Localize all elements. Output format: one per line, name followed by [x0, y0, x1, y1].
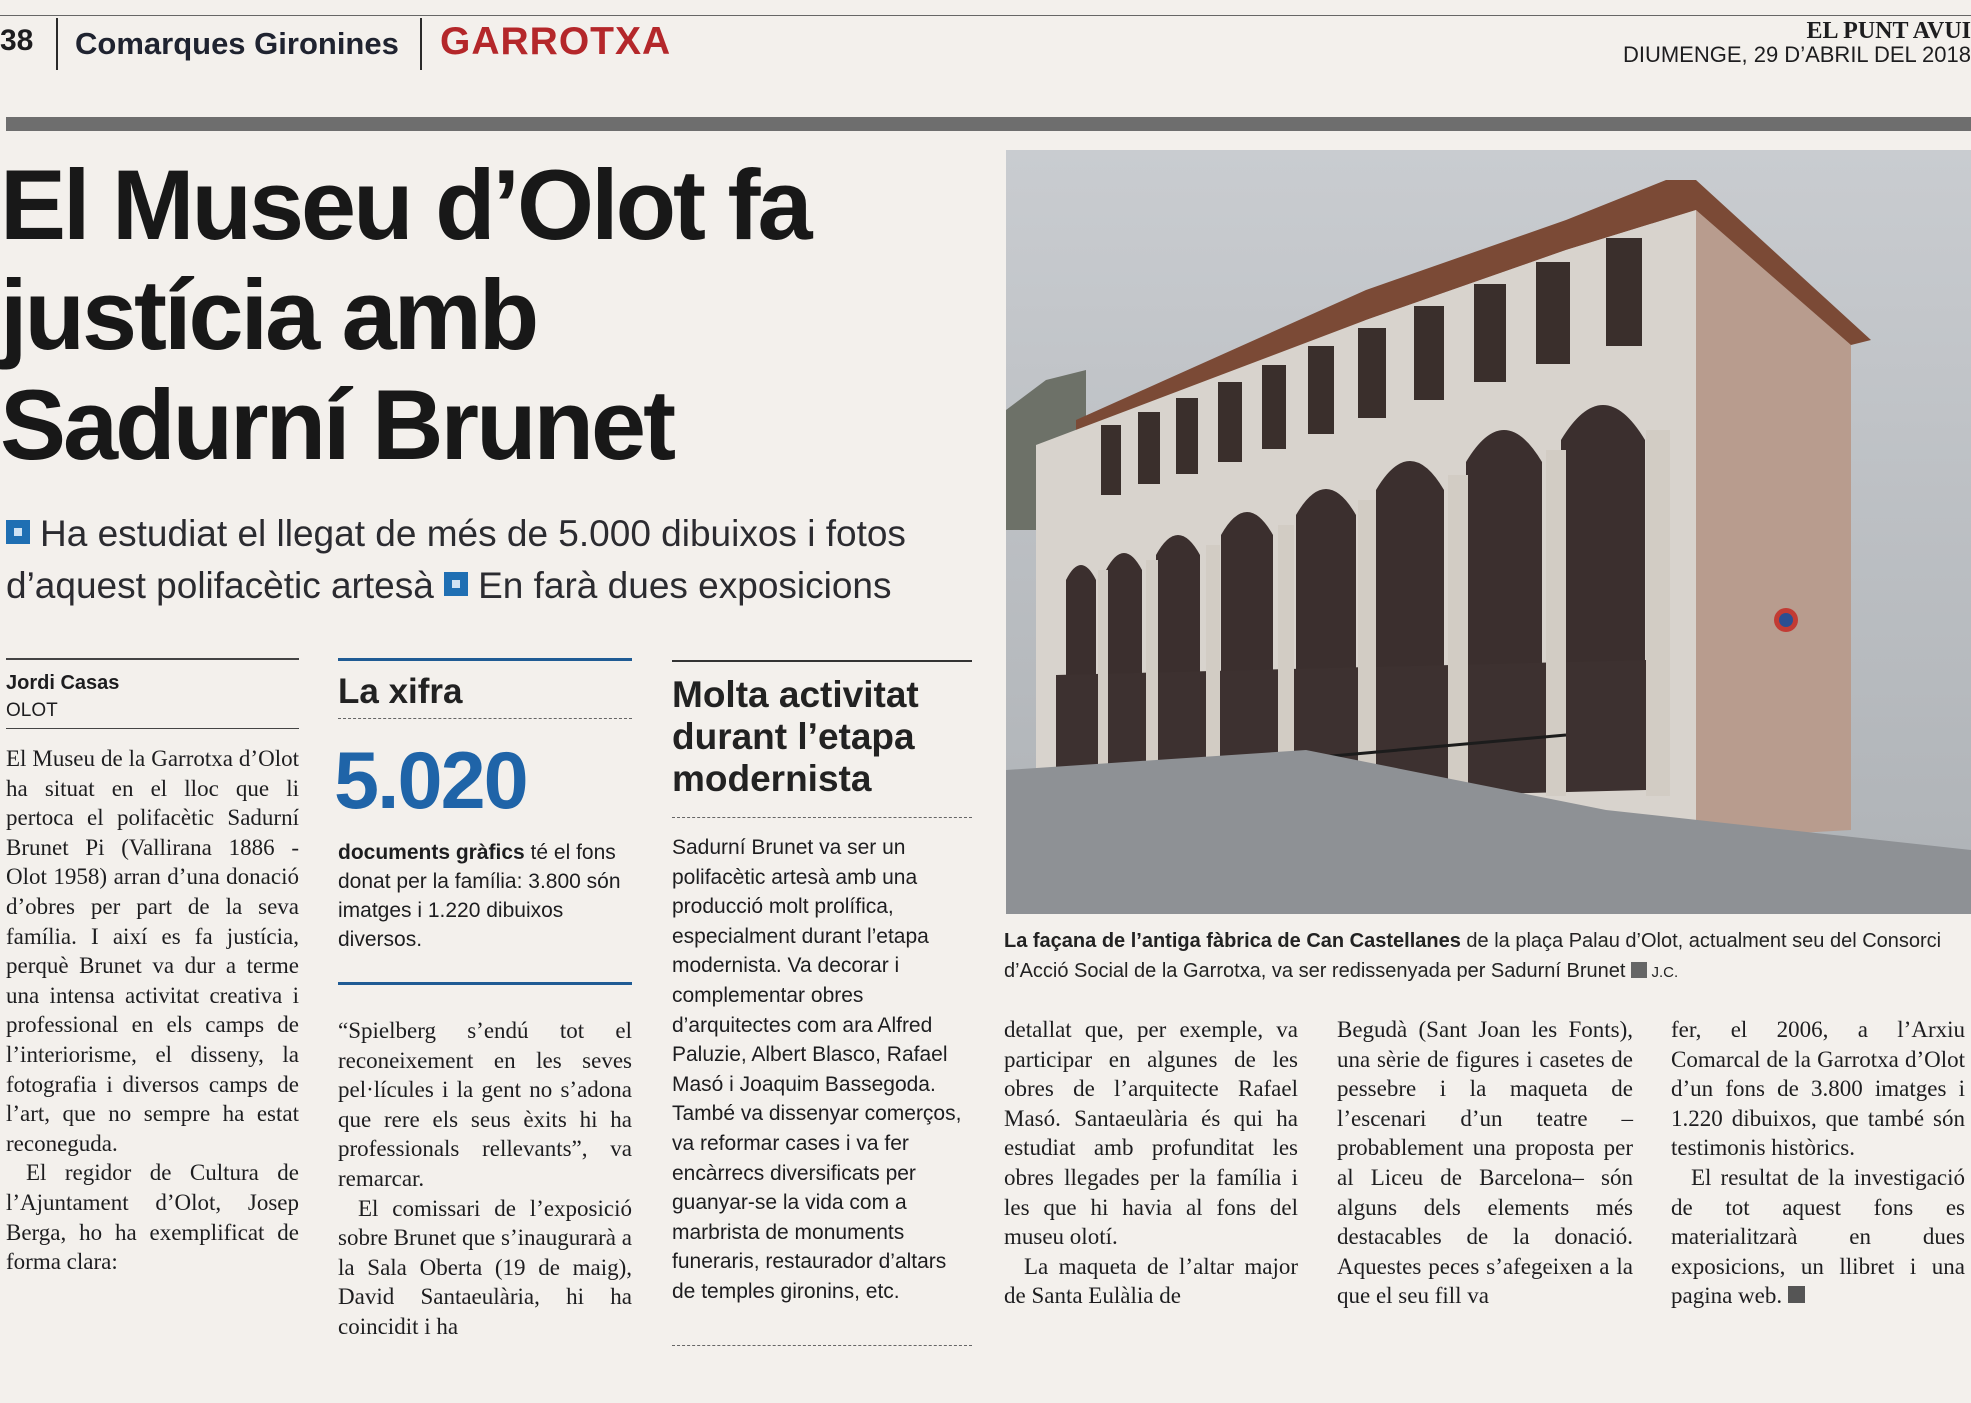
subhead-point: Ha estudiat el llegat de més de 5.000 dibuixos i fotos d’aquest polifacètic artesà	[6, 513, 906, 606]
figure-text	[338, 838, 638, 954]
publication-name: EL PUNT AVUI	[1806, 18, 1971, 44]
headline-line: El Museu d’Olot fa	[0, 149, 810, 260]
figure-rest-text: té el fons donat per la família: 3.800 són imatges i 1.220 dibuixos diversos.	[338, 841, 621, 951]
headline-line: justícia amb	[0, 259, 537, 370]
dashed-divider	[338, 718, 632, 719]
paragraph: detallat que, per exemple, va participar en algunes de les obres de l’arquitecte Rafael Masó. Santaeulària és qui ha estudiat amb profunditat les obres llegades per la família i les que hi havia al fons del museu olotí.	[1004, 1017, 1298, 1250]
caption-lead: La façana de l’antiga fàbrica de Can Castellanes	[1004, 930, 1461, 952]
publication-date: DIUMENGE, 29 D’ABRIL DEL 2018	[1622, 42, 1971, 67]
region-name: GARROTXA	[440, 20, 672, 63]
header-bar	[6, 117, 1971, 131]
section-name: Comarques Gironines	[75, 26, 399, 61]
paragraph	[1671, 1163, 1965, 1311]
sidebar-body: Sadurní Brunet va ser un polifacètic artesà amb una producció molt prolífica, especialment durant l’etapa modernista. Va decorar i complementar obres d’arquitectes com ara Alfred Paluzie, Albert Blasco, Rafael Masó i Joaquim Bassegoda. També va dissenyar comerços, va reformar cases i va fer encàrrecs diversificats per guanyar-se la vida com a marbrista de monuments funeraris, restaurador d’altars de temples gironins, etc.	[672, 836, 962, 1303]
article-column-2	[338, 1016, 632, 1342]
article-column-4	[1004, 1015, 1298, 1311]
article-column-1	[6, 744, 299, 1277]
headline-line: Sadurní Brunet	[0, 369, 674, 480]
header-divider	[56, 18, 58, 70]
box-bottom-rule	[338, 982, 632, 985]
end-mark-icon	[1788, 1286, 1805, 1303]
article-column-5	[1337, 1015, 1633, 1311]
column-rule	[6, 728, 299, 729]
building-photo	[1006, 150, 1971, 914]
byline-author: Jordi Casas	[6, 672, 120, 694]
subheadline	[6, 508, 996, 612]
paragraph: El comissari de l’exposició sobre Brunet que s’inaugurarà a la Sala Oberta (19 de maig), David Santaeulària, hi ha coincidit i ha	[338, 1195, 632, 1339]
sidebar-top-rule	[672, 660, 972, 662]
paragraph: fer, el 2006, a l’Arxiu Comarcal de la Garrotxa d’Olot d’un fons de 3.800 imatges i 1.220 dibuixos, que també són testimonis històrics.	[1671, 1017, 1965, 1161]
dashed-divider	[672, 1345, 972, 1346]
top-rule	[0, 15, 1971, 16]
box-top-rule	[338, 658, 632, 661]
figure-number: 5.020	[334, 736, 527, 826]
figure-kicker: La xifra	[338, 672, 463, 711]
subhead-point: En farà dues exposicions	[478, 565, 892, 606]
photo-caption	[1004, 926, 1968, 988]
figure-bold-text: documents gràfics	[338, 841, 525, 864]
paragraph: El regidor de Cultura de l’Ajuntament d’Olot, Josep Berga, ho ha exemplificat de forma clara:	[6, 1160, 299, 1275]
paragraph-text: El resultat de la investigació de tot aquest fons es materialitzarà en dues exposicions, un llibret i una pagina web.	[1671, 1164, 1965, 1309]
bullet-square-icon	[6, 520, 30, 544]
article-column-6	[1671, 1015, 1965, 1311]
header-divider	[420, 18, 422, 70]
paragraph: “Spielberg s’endú tot el reconeixement en les seves pel·lícules i la gent no s’adona que rere els seus èxits hi ha professionals rellevants”, va remarcar.	[338, 1018, 632, 1191]
caption-text: de la plaça Palau d’Olot, actualment seu del Consorci d’Acció Social de la Garrotxa, va ser redissenyada per Sadurní Brunet	[1004, 930, 1942, 982]
paragraph: Begudà (Sant Joan les Fonts), una sèrie de figures i casetes de pessebre i la maqueta de l’escenari d’un teatre –probablement una proposta per al Liceu de Barcelona– són alguns dels elements més destacables de la donació. Aquestes peces s’afegeixen a la que el seu fill va	[1337, 1017, 1633, 1309]
page-number: 38	[0, 24, 34, 57]
building-facade-image	[1006, 150, 1971, 914]
column-rule	[6, 658, 299, 660]
byline-location: OLOT	[6, 700, 58, 721]
dashed-divider	[672, 817, 972, 818]
bullet-square-icon	[444, 572, 468, 596]
photo-credit: J.C.	[1651, 964, 1679, 981]
sidebar-title: Molta activitat durant l’etapa modernista	[672, 674, 919, 799]
paragraph: El Museu de la Garrotxa d’Olot ha situat en el lloc que li pertoca el polifacètic Sadurní Brunet Pi (Vallirana 1886 - Olot 1958) arran d’una donació d’obres per part de la seva família. I així es fa justícia, perquè Brunet va dur a terme una intensa activitat creativa i professional en els camps de l’interiorisme, el disseny, la fotografia i diversos camps de l’art, que no sempre ha estat reconeguda.	[6, 746, 299, 1156]
headline	[0, 150, 990, 480]
paragraph: La maqueta de l’altar major de Santa Eulàlia de	[1004, 1253, 1298, 1309]
credit-square-icon	[1631, 962, 1647, 978]
